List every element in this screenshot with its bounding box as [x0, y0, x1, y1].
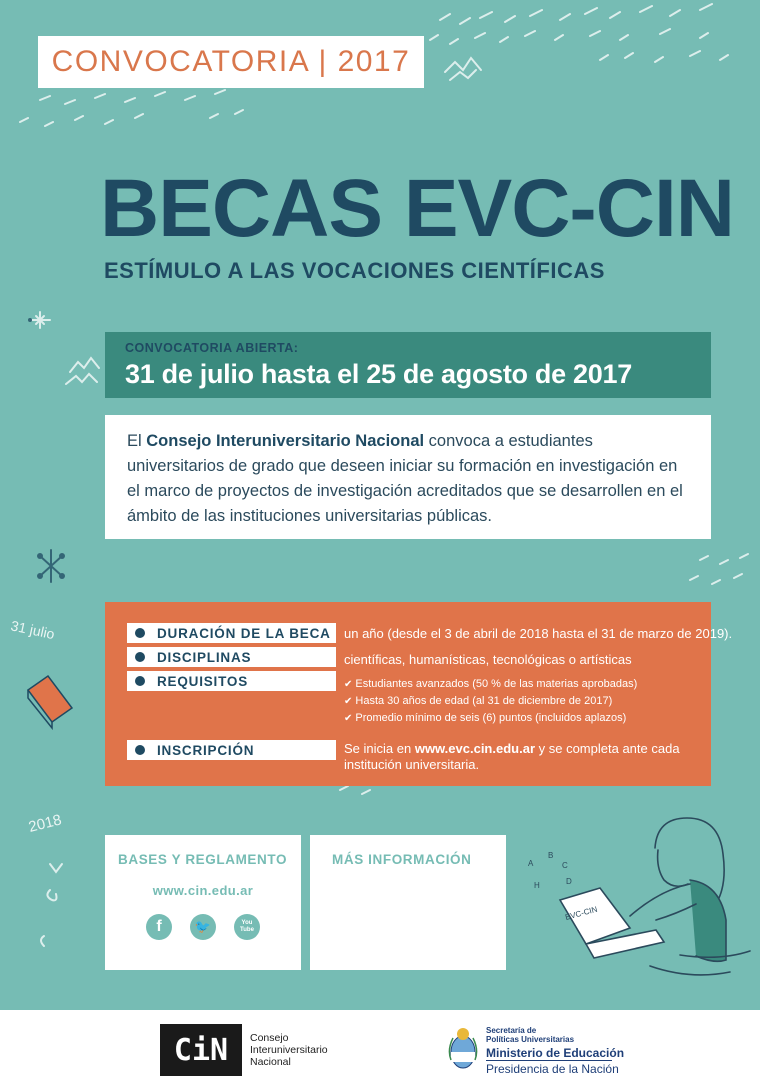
duration-value: un año (desde el 3 de abril de 2018 hasta el 31 de marzo de 2019). — [344, 626, 733, 641]
requirements-label-box — [127, 671, 336, 691]
presidencia-text: Presidencia de la Nación — [486, 1062, 619, 1076]
year-tag — [38, 36, 424, 88]
laptop-label: EVC-CIN — [564, 904, 599, 922]
ministerio-text: Ministerio de Educación — [486, 1046, 625, 1060]
disciplines-label-box — [127, 647, 336, 667]
date-doodle-1: 31 julio — [9, 617, 57, 643]
letter-a: A — [528, 859, 534, 868]
registration-label-box — [127, 740, 336, 760]
facebook-icon[interactable]: f — [146, 914, 172, 940]
registration-value: Se inicia en www.evc.cin.edu.ar y se completa ante cada institución universitaria. — [344, 741, 680, 772]
open-call-dates: 31 de julio hasta el 25 de agosto de 2017 — [125, 359, 632, 389]
check-icon: ✔ — [344, 679, 353, 690]
requirements-label: REQUISITOS — [157, 673, 249, 689]
disciplines-value: científicas, humanísticas, tecnológicas o artísticas — [344, 652, 632, 667]
youtube-icon[interactable]: You Tube — [234, 914, 260, 940]
date-doodle-2: 2018 — [26, 811, 64, 836]
registration-label: INSCRIPCIÓN — [157, 742, 255, 758]
letter-c: C — [562, 861, 568, 870]
letter-d: D — [566, 877, 572, 886]
letter-h: H — [534, 881, 540, 890]
cin-website-link[interactable]: www.cin.edu.ar — [152, 883, 254, 898]
main-title: BECAS EVC-CIN — [100, 163, 734, 254]
open-call-label: CONVOCATORIA ABIERTA: — [125, 341, 299, 355]
duration-label-box — [127, 623, 336, 643]
duration-label: DURACIÓN DE LA BECA — [157, 625, 331, 641]
bases-title: BASES Y REGLAMENTO — [118, 852, 288, 867]
national-seal-icon — [448, 1026, 478, 1072]
intro-body: convoca a estudiantes universitarios de grado que deseen iniciar su formación en investigación en el marco de proyectos de investigación acreditados que se desarrollen en el ámbito de las instituciones universitarias públicas. — [127, 432, 683, 525]
check-icon: ✔ — [344, 696, 353, 707]
intro-text — [105, 415, 711, 539]
footer — [0, 1010, 760, 1080]
year-tag-text: CONVOCATORIA | 2017 — [51, 45, 411, 78]
registration-link[interactable]: www.evc.cin.edu.ar — [414, 741, 536, 756]
student-illustration — [560, 818, 750, 975]
requirement-item: ✔ Estudiantes avanzados (50 % de las materias aprobadas) — [344, 678, 638, 690]
ministry-divider — [486, 1060, 612, 1061]
cin-logo: CiN — [160, 1024, 242, 1076]
bullet-icon — [135, 676, 145, 686]
twitter-icon[interactable]: 🐦 — [190, 914, 216, 940]
bullet-icon — [135, 652, 145, 662]
subtitle: ESTÍMULO A LAS VOCACIONES CIENTÍFICAS — [104, 258, 605, 283]
disciplines-label: DISCIPLINAS — [157, 649, 252, 665]
requirement-item: ✔ Hasta 30 años de edad (al 31 de diciembre de 2017) — [344, 695, 613, 707]
bullet-icon — [135, 628, 145, 638]
more-info-title: MÁS INFORMACIÓN — [332, 852, 472, 867]
intro-highlight: Consejo Interuniversitario Nacional — [146, 432, 425, 450]
secretaria-text: Secretaría de Políticas Universitarias — [486, 1026, 575, 1044]
book-doodle — [28, 676, 72, 728]
requirement-item: ✔ Promedio mínimo de seis (6) puntos (incluidos aplazos) — [344, 712, 627, 724]
bullet-icon — [135, 745, 145, 755]
cin-name: Consejo Interuniversitario Nacional — [250, 1032, 328, 1068]
check-icon: ✔ — [344, 713, 353, 724]
letter-b: B — [548, 851, 554, 860]
intro-prefix: El — [127, 432, 147, 450]
